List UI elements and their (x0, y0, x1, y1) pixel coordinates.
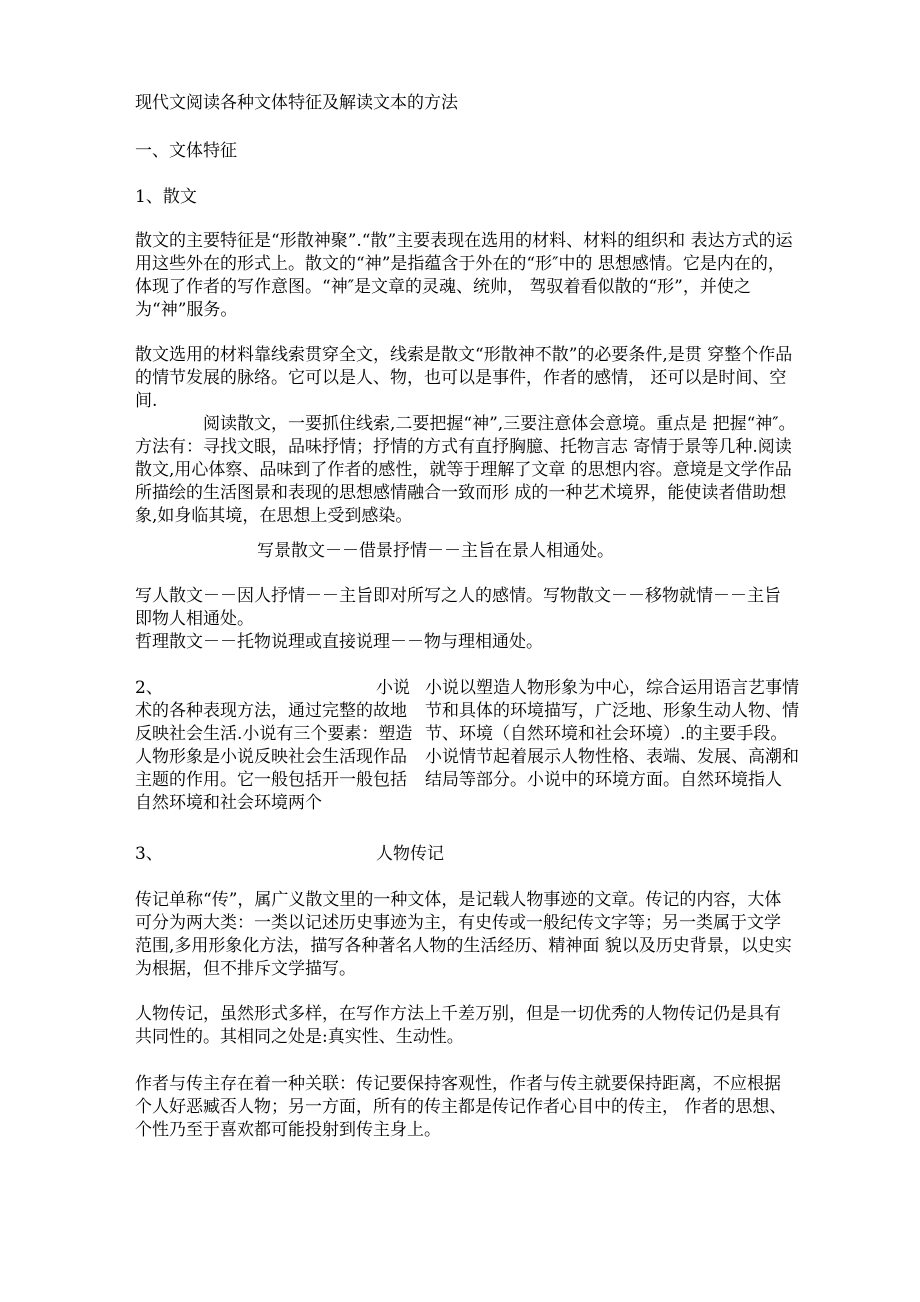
novel-right-column: 小说以塑造人物形象为中心，综合运用语言艺事情节和具体的环境描写，广泛地、形象生动人物、情节、环境（自然环境和社会环境）.的主要手段。小说情节起着展示人物性格、表端、发展、高潮和结局等部分。小说中的环境方面。自然环境指人 (425, 678, 799, 790)
paragraph-biography-definition: 传记单称“传”，属广义散文里的一种文体，是记载人物事迹的文章。传记的内容，大体可分为两大类：一类以记述历史事迹为主，有史传或一般纪传文字等；另一类属于文学范围,多用形象化方法，描写各种著名人物的生活经历、精神面 貌以及历史背景，以史实为根据，但不排斥文学描写。 (135, 890, 792, 979)
paragraph-reading-essay: 阅读散文，一要抓住线索,二要把握“神”,三要注意体会意境。重点是 把握“神″。方法有：寻找文眼，品味抒情；抒情的方式有直抒胸臆、托物言志 寄情于景等几种.阅读散文,用心体察、品味到了作者的感性，就等于理解了文章 的思想内容。意境是文学作品所描绘的生活图景和表现的思想感情融合一致而形 成的一种艺术境界，能使读者借助想象,如身临其境，在思想上受到感染。 (135, 414, 796, 526)
document-title: 现代文阅读各种文体特征及解读文本的方法 (135, 93, 458, 113)
line-landscape-essay: 写景散文－－借景抒情－－主旨在景人相通处。 (257, 541, 614, 561)
heading-number-novel: 2、 (135, 678, 163, 698)
paragraph-essay-clues: 散文选用的材料靠线索贯穿全文，线索是散文“形散神不散”的必要条件,是贯 穿整个作品的情节发展的脉络。它可以是人、物，也可以是事件，作者的感情， 还可以是时间、空间. (135, 345, 793, 411)
heading-biography: 人物传记 (376, 844, 444, 864)
heading-novel: 小说 (376, 678, 410, 698)
novel-left-column: 术的各种表现方法，通过完整的故地反映社会生活.小说有三个要素：塑造人物形象是小说反映社会生活现作品主题的作用。它一般包括开一般包括自然环境和社会环境两个 (135, 701, 413, 813)
paragraph-essay-features: 散文的主要特征是“形散神聚”.“散”主要表现在选用的材料、材料的组织和 表达方式的运用这些外在的形式上。散文的“神”是指蕴含于外在的“形″中的 思想感情。它是内在的，体现了作者的写作意图。“神″是文章的灵魂、统帅， 驾驭着看似散的“形”，并使之为“神”服务。 (135, 231, 793, 320)
heading-essay: 1、散文 (135, 187, 197, 207)
paragraph-author-subject: 作者与传主存在着一种关联：传记要保持客观性，作者与传主就要保持距离，不应根据个人好恶臧否人物；另一方面，所有的传主都是传记作者心目中的传主， 作者的思想、个性乃至于喜欢都可能投射到传主身上。 (135, 1074, 787, 1140)
paragraph-biography-common: 人物传记，虽然形式多样，在写作方法上千差万别，但是一切优秀的人物传记仍是具有共同性的。其相同之处是:真实性、生动性。 (135, 1004, 781, 1047)
section-heading-genre-features: 一、文体特征 (135, 141, 237, 161)
line-philosophy-essay: 哲理散文－－托物说理或直接说理－－物与理相通处。 (135, 632, 543, 652)
heading-number-biography: 3、 (135, 844, 163, 864)
paragraph-person-object-essay: 写人散文－－因人抒情－－主旨即对所写之人的感情。写物散文－－移物就情－－主旨即物人相通处。 (135, 586, 781, 629)
